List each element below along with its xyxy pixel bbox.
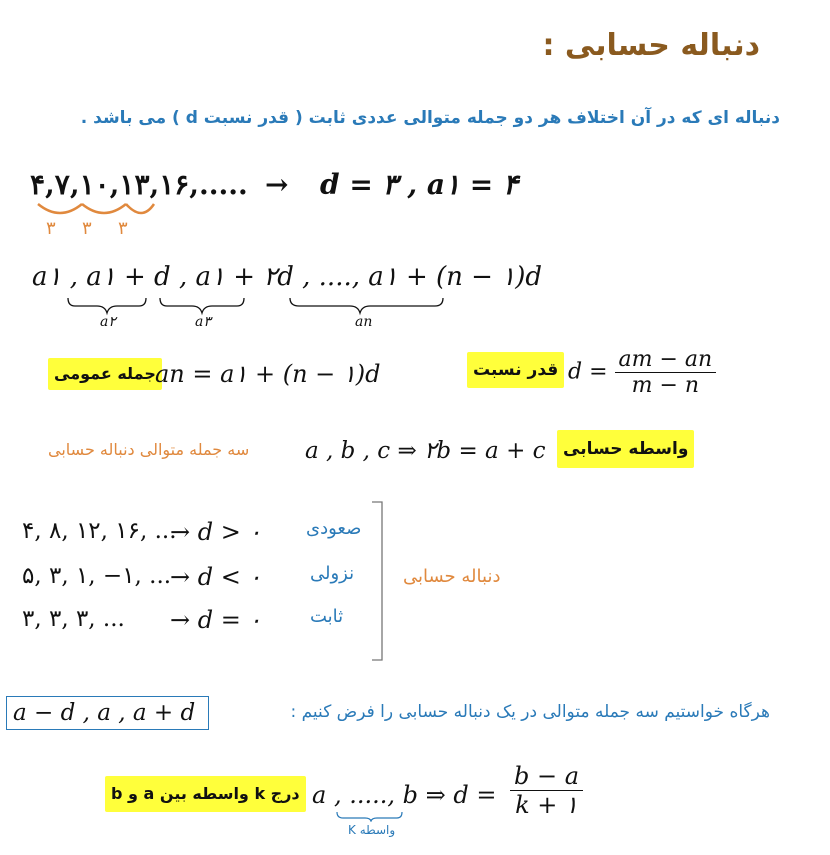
cd-numerator: am − an [615, 347, 717, 373]
insert-means-under-label: K واسطه [348, 823, 396, 837]
insert-means-sequence: a , ....., b ⇒ d = [312, 781, 497, 809]
constant-sequence: ۳, ۳, ۳, ... [22, 606, 125, 632]
cd-denominator: m − n [631, 373, 700, 398]
three-terms-box: a − d , a , a + d [6, 696, 209, 730]
arithmetic-mean-label: واسطه حسابی [557, 430, 694, 468]
common-difference-formula [568, 347, 716, 398]
terms-expression: a۱ , a۱ + d , a۱ + ۲d , ...., a۱ + (n − ۱)d [32, 262, 542, 292]
term-braces [65, 296, 455, 316]
arithmetic-mean-note: سه جمله متوالی دنباله حسابی [48, 440, 250, 459]
three-terms-text: هرگاه خواستیم سه جمله متوالی در یک دنباله حسابی را فرض کنیم : [290, 702, 770, 722]
cd-lhs: d = [568, 359, 608, 385]
example-sequence: ۴,۷,۱۰,۱۳,۱۶,..... [30, 168, 248, 201]
label-a3: a۳ [195, 314, 211, 330]
insert-means-label: درج k واسطه بین a و b [105, 776, 306, 812]
im-numerator: b − a [510, 762, 583, 791]
constant-condition: → d = ۰ [170, 606, 262, 634]
example-result: d = ۳ , a۱ = ۴ [320, 168, 518, 201]
diff-1: ۳ [46, 218, 56, 239]
im-denominator: k + ۱ [515, 791, 578, 819]
increasing-sequence: ۴, ۸, ۱۲, ۱۶, ... [22, 518, 177, 544]
page-title: دنباله حسابی : [542, 28, 760, 63]
decreasing-condition: → d < ۰ [170, 563, 262, 591]
arithmetic-mean-formula: a , b , c ⇒ ۲b = a + c [305, 438, 546, 464]
insert-means-fraction [510, 762, 583, 819]
example-arrow: → [265, 168, 289, 201]
label-a2: a۲ [100, 314, 116, 330]
decreasing-sequence: ۵, ۳, ۱, −۱, ... [22, 563, 172, 589]
decreasing-name: نزولی [310, 563, 355, 584]
definition-text: دنباله ای که در آن اختلاف هر دو جمله متوالی عددی ثابت ( قدر نسبت d ) می باشد . [80, 108, 780, 128]
common-difference-label: قدر نسبت [467, 352, 564, 388]
types-group-label: دنباله حسابی [403, 566, 501, 587]
increasing-name: صعودی [306, 518, 362, 539]
insert-means-brace [335, 810, 405, 822]
constant-name: ثابت [310, 606, 344, 627]
diff-2: ۳ [82, 218, 92, 239]
label-an: an [355, 314, 373, 330]
general-term-formula: an = a۱ + (n − ۱)d [155, 360, 381, 388]
diff-3: ۳ [118, 218, 128, 239]
types-bracket [370, 500, 390, 662]
increasing-condition: → d > ۰ [170, 518, 262, 546]
general-term-label: جمله عمومی [48, 358, 162, 390]
